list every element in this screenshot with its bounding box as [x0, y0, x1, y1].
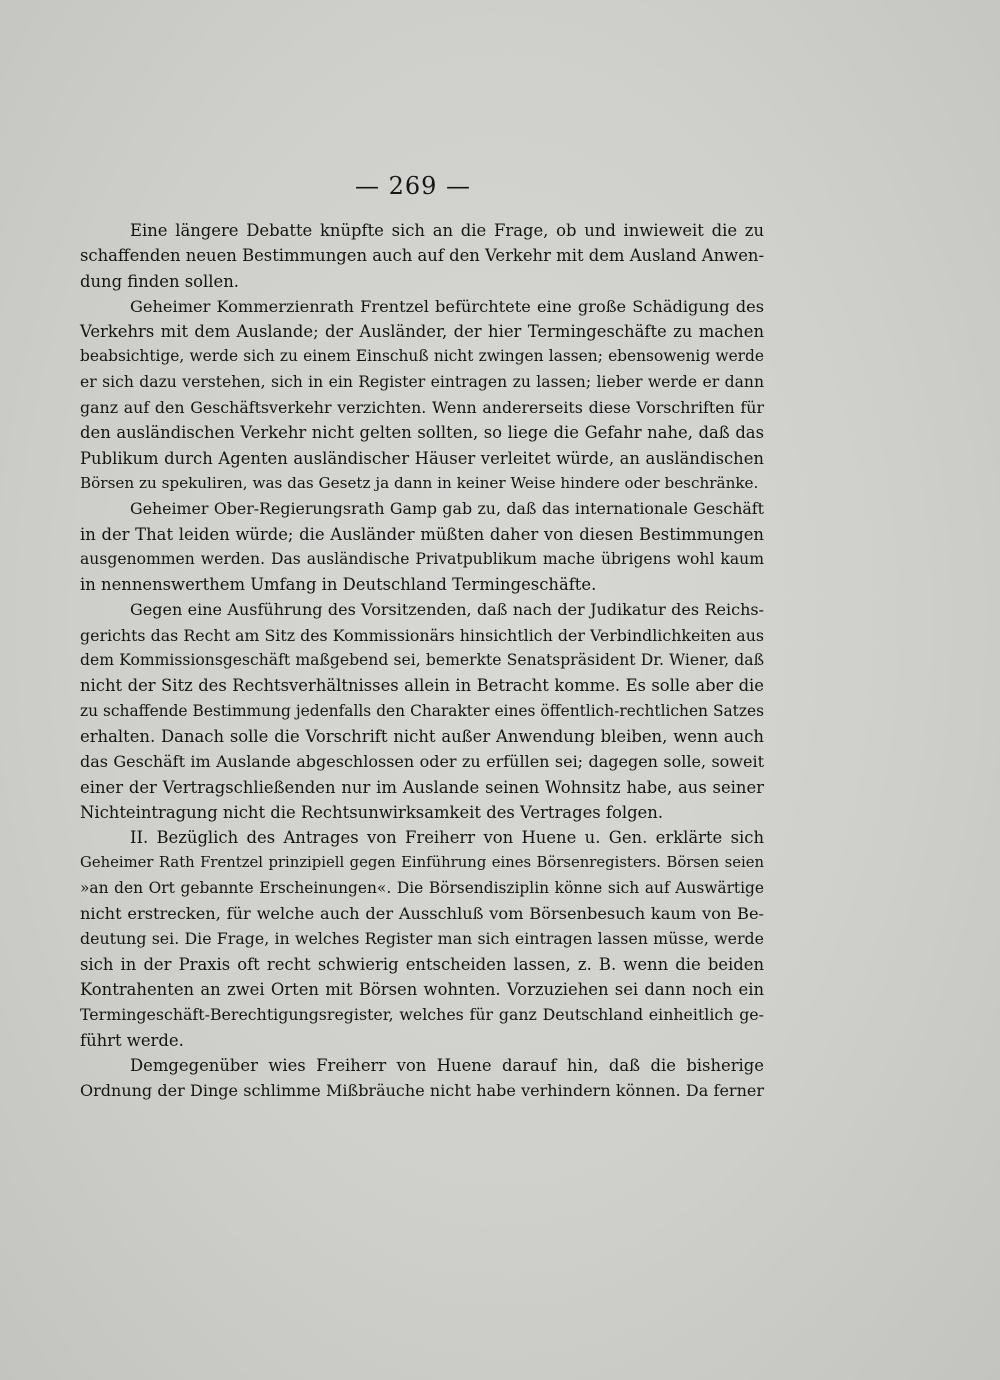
text-line: II. Bezüglich des Antrages von Freiherr von Huene u. Gen. erklärte sich — [130, 828, 764, 848]
text-line: gerichts das Recht am Sitz des Kommissionärs hinsichtlich der Verbindlichkeiten aus — [80, 625, 764, 645]
text-line: einer der Vertragschließenden nur im Auslande seinen Wohnsitz habe, aus seiner — [80, 777, 764, 797]
body-text — [80, 218, 764, 1103]
text-line: Demgegenüber wies Freiherr von Huene darauf hin, daß die bisherige — [130, 1055, 764, 1075]
text-line: den ausländischen Verkehr nicht gelten sollten, so liege die Gefahr nahe, daß das — [80, 423, 764, 443]
page-number: — 269 — — [354, 172, 472, 200]
text-line: ausgenommen werden. Das ausländische Privatpublikum mache übrigens wohl kaum — [80, 549, 764, 568]
text-line: Publikum durch Agenten ausländischer Häuser verleitet würde, an ausländischen — [80, 448, 764, 468]
text-line: »an den Ort gebannte Erscheinungen«. Die Börsendisziplin könne sich auf Auswärtige — [80, 878, 764, 897]
text-line: schaffenden neuen Bestimmungen auch auf den Verkehr mit dem Ausland Anwen- — [80, 246, 764, 266]
text-line: nicht der Sitz des Rechtsverhältnisses allein in Betracht komme. Es solle aber die — [80, 676, 764, 696]
text-line: in nennenswerthem Umfang in Deutschland Termingeschäfte. — [80, 575, 597, 595]
text-line: das Geschäft im Auslande abgeschlossen oder zu erfüllen sei; dagegen solle, soweit — [80, 752, 764, 772]
text-line: Termingeschäft-Berechtigungsregister, welches für ganz Deutschland einheitlich ge- — [80, 1005, 764, 1025]
text-line: in der That leiden würde; die Ausländer müßten daher von diesen Bestimmungen — [80, 524, 764, 544]
text-line: Geheimer Rath Frentzel prinzipiell gegen Einführung eines Börsenregisters. Börsen seien — [80, 854, 764, 872]
text-line: Geheimer Kommerzienrath Frentzel befürchtete eine große Schädigung des — [130, 296, 764, 316]
text-line: nicht erstrecken, für welche auch der Ausschluß vom Börsenbesuch kaum von Be- — [80, 904, 764, 924]
text-line: Geheimer Ober-Regierungsrath Gamp gab zu, daß das internationale Geschäft — [130, 499, 764, 519]
text-line: sich in der Praxis oft recht schwierig entscheiden lassen, z. B. wenn die beiden — [80, 954, 764, 974]
text-line: beabsichtige, werde sich zu einem Einschuß nicht zwingen lassen; ebensowenig werde — [80, 347, 764, 366]
text-line: Verkehrs mit dem Auslande; der Ausländer, der hier Termingeschäfte zu machen — [80, 322, 764, 342]
text-line: deutung sei. Die Frage, in welches Register man sich eintragen lassen müsse, werde — [80, 929, 764, 949]
text-line: Ordnung der Dinge schlimme Mißbräuche nicht habe verhindern können. Da ferner — [80, 1081, 764, 1101]
text-line: Börsen zu spekuliren, was das Gesetz ja dann in keiner Weise hindere oder beschränke. — [80, 473, 759, 492]
text-line: erhalten. Danach solle die Vorschrift nicht außer Anwendung bleiben, wenn auch — [80, 726, 764, 746]
text-line: zu schaffende Bestimmung jedenfalls den Charakter eines öffentlich-rechtlichen Satzes — [80, 701, 764, 720]
text-line: ganz auf den Geschäftsverkehr verzichten. Wenn andererseits diese Vorschriften für — [80, 398, 764, 418]
text-line: Gegen eine Ausführung des Vorsitzenden, daß nach der Judikatur des Reichs- — [130, 600, 764, 620]
text-line: Eine längere Debatte knüpfte sich an die Frage, ob und inwieweit die zu — [130, 221, 764, 240]
text-line: dem Kommissionsgeschäft maßgebend sei, bemerkte Senatspräsident Dr. Wiener, daß — [80, 651, 764, 670]
text-line: er sich dazu verstehen, sich in ein Register eintragen zu lassen; lieber werde er dann — [80, 372, 764, 391]
text-line: führt werde. — [80, 1030, 184, 1050]
text-line: Kontrahenten an zwei Orten mit Börsen wohnten. Vorzuziehen sei dann noch ein — [80, 979, 764, 999]
text-line: Nichteintragung nicht die Rechtsunwirksamkeit des Vertrages folgen. — [80, 802, 664, 822]
text-line: dung finden sollen. — [80, 271, 239, 291]
